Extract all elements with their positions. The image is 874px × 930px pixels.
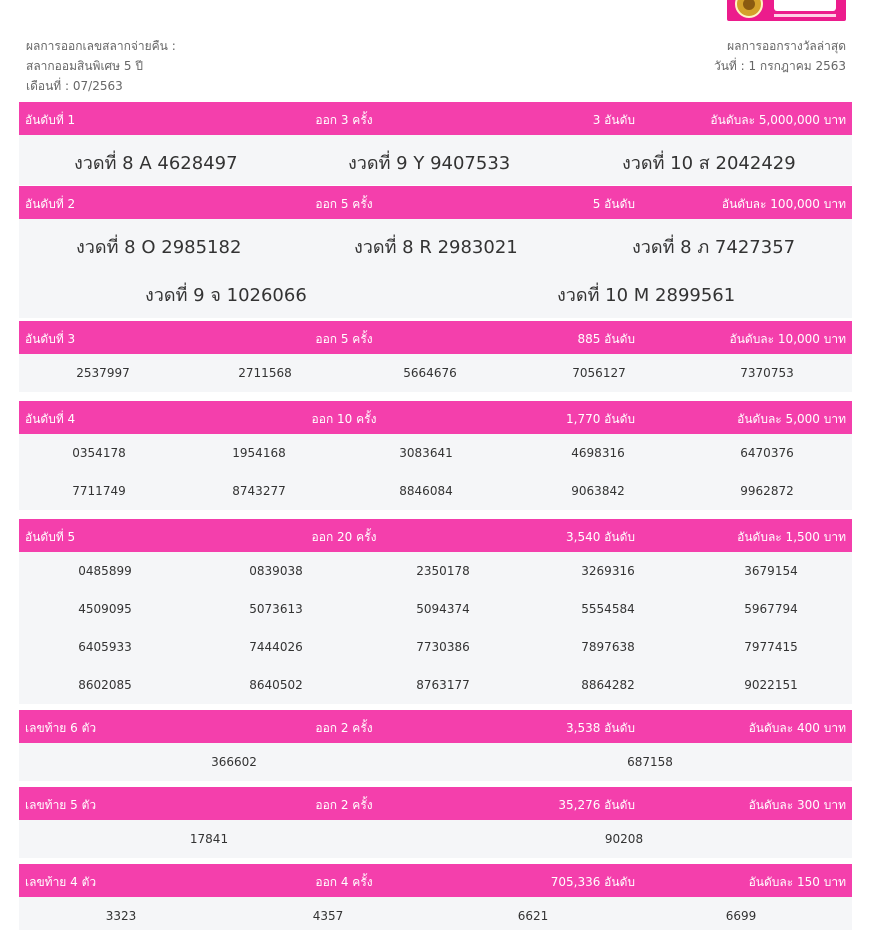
winning-number: 366602 — [211, 755, 257, 769]
prize-section-last6 — [19, 710, 852, 781]
prize-label: อันดับที่ 4 — [25, 412, 76, 426]
winning-number: 17841 — [189, 832, 229, 846]
latest-result-date: วันที่ : 1 กรกฎาคม 2563 — [713, 59, 846, 73]
prize-numbers — [19, 135, 852, 185]
winning-number: 0354178 — [72, 446, 126, 460]
prize-header — [19, 102, 852, 135]
winning-number: 5073613 — [249, 602, 303, 616]
latest-result-info — [714, 36, 846, 76]
prize-header — [19, 186, 852, 219]
winning-number: งวดที่ 8 A 4628497 — [74, 153, 238, 174]
prize-count: 35,276 อันดับ — [558, 798, 635, 812]
latest-result-title: ผลการออกรางวัลล่าสุด — [727, 39, 846, 53]
prize-times: ออก 2 ครั้ง — [315, 798, 373, 812]
prize-section-3 — [19, 321, 852, 392]
gsb-logo — [727, 0, 846, 21]
prize-times: ออก 2 ครั้ง — [315, 721, 373, 735]
winning-number: 9063842 — [571, 484, 625, 498]
winning-number: 9962872 — [740, 484, 794, 498]
prize-amount: อันดับละ 100,000 บาท — [721, 197, 846, 211]
winning-number: 6405933 — [78, 640, 132, 654]
prize-count: 3,538 อันดับ — [566, 721, 635, 735]
prize-amount: อันดับละ 10,000 บาท — [729, 332, 846, 346]
prize-numbers — [19, 897, 852, 930]
winning-number: 6699 — [725, 909, 757, 923]
winning-number: งวดที่ 9 จ 1026066 — [145, 285, 307, 306]
winning-number: 2350178 — [416, 564, 470, 578]
prize-label: เลขท้าย 4 ตัว — [25, 875, 97, 889]
winning-number: 8846084 — [399, 484, 453, 498]
prize-amount: อันดับละ 400 บาท — [748, 721, 846, 735]
prize-numbers — [19, 434, 852, 510]
prize-section-last4 — [19, 864, 852, 930]
winning-number: งวดที่ 10 ส 2042429 — [622, 153, 796, 174]
winning-number: 8763177 — [416, 678, 470, 692]
winning-number: 5094374 — [416, 602, 470, 616]
prize-times: ออก 20 ครั้ง — [311, 530, 377, 544]
prize-times: ออก 10 ครั้ง — [311, 412, 377, 426]
prize-section-4 — [19, 401, 852, 510]
prize-amount: อันดับละ 5,000 บาท — [737, 412, 846, 426]
winning-number: 1954168 — [232, 446, 286, 460]
winning-number: งวดที่ 10 M 2899561 — [557, 285, 736, 306]
winning-number: 6470376 — [740, 446, 794, 460]
winning-number: 0839038 — [249, 564, 303, 578]
prize-count: 3,540 อันดับ — [566, 530, 635, 544]
winning-number: 3083641 — [399, 446, 453, 460]
prize-section-1 — [19, 102, 852, 185]
prize-label: เลขท้าย 6 ตัว — [25, 721, 97, 735]
prize-header — [19, 710, 852, 743]
winning-number: 7370753 — [740, 366, 794, 380]
winning-number: 0485899 — [78, 564, 132, 578]
prize-label: เลขท้าย 5 ตัว — [25, 798, 97, 812]
lottery-type: สลากออมสินพิเศษ 5 ปี — [26, 59, 143, 73]
winning-number: 7056127 — [572, 366, 626, 380]
gsb-seal-icon — [735, 0, 763, 18]
prize-count: 1,770 อันดับ — [566, 412, 635, 426]
prize-numbers — [19, 820, 852, 858]
winning-number: 2711568 — [238, 366, 292, 380]
prize-numbers — [19, 552, 852, 704]
prize-label: อันดับที่ 3 — [25, 332, 76, 346]
winning-number: 2537997 — [76, 366, 130, 380]
prize-amount: อันดับละ 5,000,000 บาท — [710, 113, 846, 127]
prize-count: 3 อันดับ — [592, 113, 635, 127]
winning-number: 7977415 — [744, 640, 798, 654]
winning-number: 3269316 — [581, 564, 635, 578]
winning-number: 8864282 — [581, 678, 635, 692]
prize-amount: อันดับละ 150 บาท — [748, 875, 846, 889]
draw-info — [26, 36, 176, 96]
prize-label: อันดับที่ 2 — [25, 197, 76, 211]
prize-header — [19, 401, 852, 434]
prize-header — [19, 864, 852, 897]
winning-number: 5664676 — [403, 366, 457, 380]
winning-number: 7444026 — [249, 640, 303, 654]
winning-number: 4698316 — [571, 446, 625, 460]
winning-number: งวดที่ 8 R 2983021 — [354, 237, 518, 258]
prize-header — [19, 787, 852, 820]
prize-count: 705,336 อันดับ — [550, 875, 635, 889]
winning-number: งวดที่ 8 O 2985182 — [76, 237, 242, 258]
winning-number: 3679154 — [744, 564, 798, 578]
winning-number: 8743277 — [232, 484, 286, 498]
prize-label: อันดับที่ 5 — [25, 530, 76, 544]
winning-number: งวดที่ 8 ภ 7427357 — [632, 237, 796, 258]
result-title: ผลการออกเลขสลากจ่ายคืน : — [26, 39, 176, 53]
gsb-wordmark-subtitle — [774, 14, 836, 17]
prize-label: อันดับที่ 1 — [25, 113, 76, 127]
prize-header — [19, 519, 852, 552]
prize-numbers — [19, 743, 852, 781]
prize-amount: อันดับละ 1,500 บาท — [737, 530, 846, 544]
winning-number: 90208 — [604, 832, 644, 846]
prize-times: ออก 4 ครั้ง — [315, 875, 373, 889]
winning-number: 9022151 — [744, 678, 798, 692]
prize-section-2 — [19, 186, 852, 318]
winning-number: 6621 — [517, 909, 549, 923]
prize-header — [19, 321, 852, 354]
prize-times: ออก 5 ครั้ง — [315, 332, 373, 346]
winning-number: 5967794 — [744, 602, 798, 616]
winning-number: 8602085 — [78, 678, 132, 692]
winning-number: 7711749 — [72, 484, 126, 498]
prize-count: 5 อันดับ — [592, 197, 635, 211]
winning-number: 4509095 — [78, 602, 132, 616]
prize-count: 885 อันดับ — [577, 332, 635, 346]
prize-numbers — [19, 354, 852, 392]
winning-number: งวดที่ 9 Y 9407533 — [348, 153, 511, 174]
gsb-wordmark — [774, 0, 836, 11]
winning-number: 8640502 — [249, 678, 303, 692]
prize-numbers — [19, 219, 852, 318]
prize-amount: อันดับละ 300 บาท — [748, 798, 846, 812]
prize-times: ออก 5 ครั้ง — [315, 197, 373, 211]
prize-section-last5 — [19, 787, 852, 858]
winning-number: 3323 — [105, 909, 137, 923]
prize-times: ออก 3 ครั้ง — [315, 113, 373, 127]
winning-number: 4357 — [312, 909, 344, 923]
winning-number: 7730386 — [416, 640, 470, 654]
winning-number: 687158 — [627, 755, 673, 769]
winning-number: 7897638 — [581, 640, 635, 654]
prize-section-5 — [19, 519, 852, 704]
winning-number: 5554584 — [581, 602, 635, 616]
draw-month: เดือนที่ : 07/2563 — [26, 79, 123, 93]
